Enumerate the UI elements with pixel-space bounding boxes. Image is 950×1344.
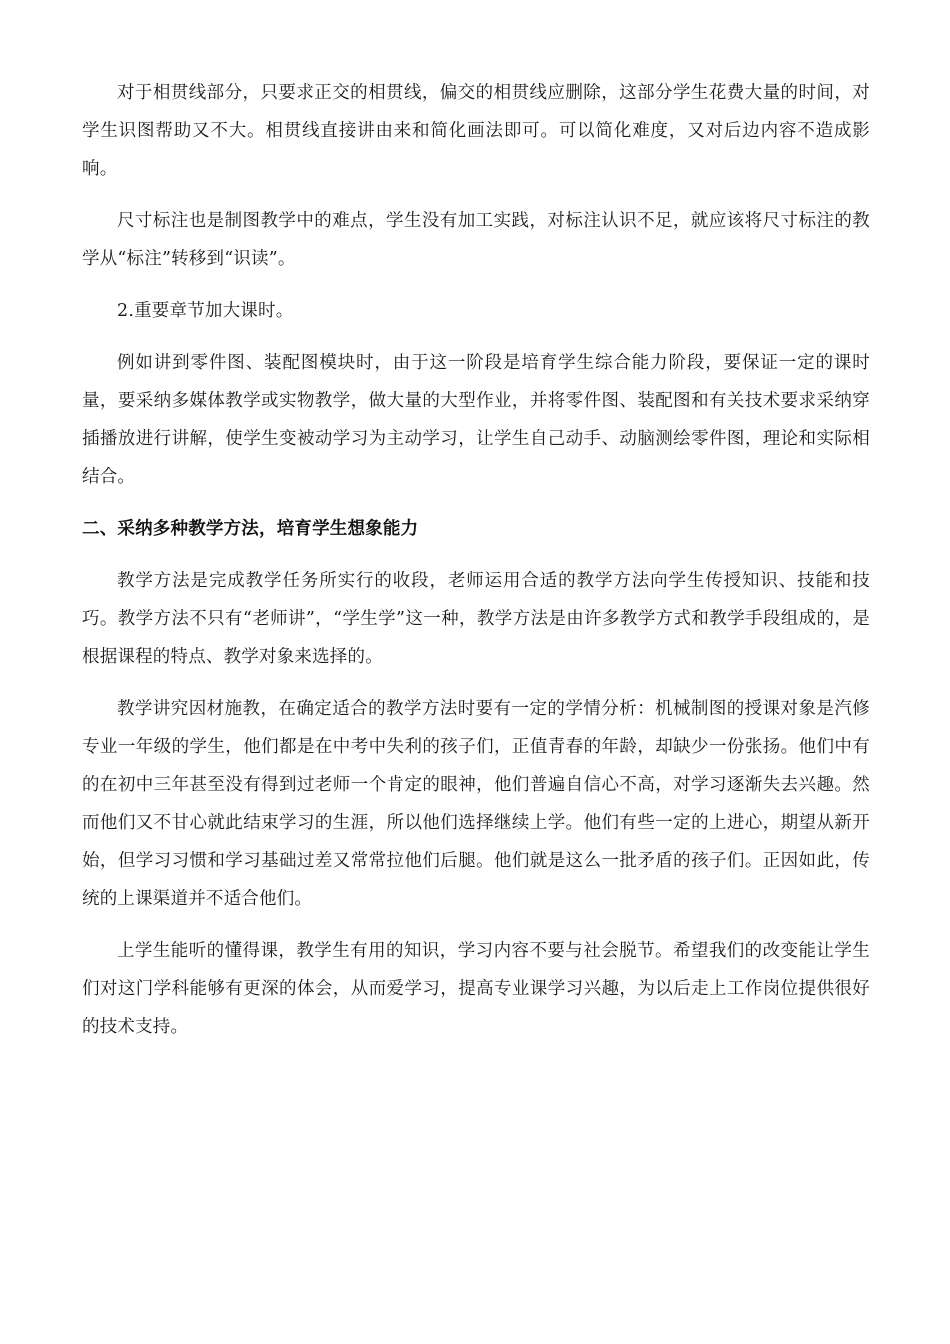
- section-heading-teaching-methods: 二、采纳多种教学方法，培育学生想象能力: [82, 519, 419, 539]
- paragraph-student-analysis: 教学讲究因材施教，在确定适合的教学方法时要有一定的学情分析：机械制图的授课对象是汽修专业一年级的学生，他们都是在中考中失利的孩子们，正值青春的年龄，却缺少一份张扬。他们中有的在初中三年甚至没有得到过老师一个肯定的眼神，他们普遍自信心不高，对学习逐渐失去兴趣。然而他们又不甘心就此结束学习的生涯，所以他们选择继续上学。他们有些一定的上进心，期望从新开始，但学习习惯和学习基础过差又常常拉他们后腿。他们就是这么一批矛盾的孩子们。正因如此，传统的上课渠道并不适合他们。: [82, 699, 870, 909]
- paragraph-intersection-lines: 对于相贯线部分，只要求正交的相贯线，偏交的相贯线应删除，这部分学生花费大量的时间，对学生识图帮助又不大。相贯线直接讲由来和简化画法即可。可以简化难度，又对后边内容不造成影响。: [82, 83, 870, 179]
- paragraph-dimension-annotation: 尺寸标注也是制图教学中的难点，学生没有加工实践，对标注认识不足，就应该将尺寸标注的教学从“标注”转移到“识读”。: [82, 211, 870, 269]
- paragraph-teaching-method-definition: 教学方法是完成教学任务所实行的收段，老师运用合适的教学方法向学生传授知识、技能和技巧。教学方法不只有“老师讲”，“学生学”这一种，教学方法是由许多教学方式和教学手段组成的，是根据课程的特点、教学对象来选择的。: [82, 571, 870, 667]
- paragraph-part-assembly-drawings: 例如讲到零件图、装配图模块时，由于这一阶段是培育学生综合能力阶段，要保证一定的课时量，要采纳多媒体教学或实物教学，做大量的大型作业，并将零件图、装配图和有关技术要求采纳穿插播放进行讲解，使学生变被动学习为主动学习，让学生自己动手、动脑测绘零件图，理论和实际相结合。: [82, 353, 870, 487]
- paragraph-key-chapters: 2.重要章节加大课时。: [117, 301, 294, 321]
- document-body: [82, 74, 870, 1060]
- paragraph-conclusion: 上学生能听的懂得课，教学生有用的知识，学习内容不要与社会脱节。希望我们的改变能让学生们对这门学科能够有更深的体会，从而爱学习，提高专业课学习兴趣，为以后走上工作岗位提供很好的技术支持。: [82, 941, 870, 1037]
